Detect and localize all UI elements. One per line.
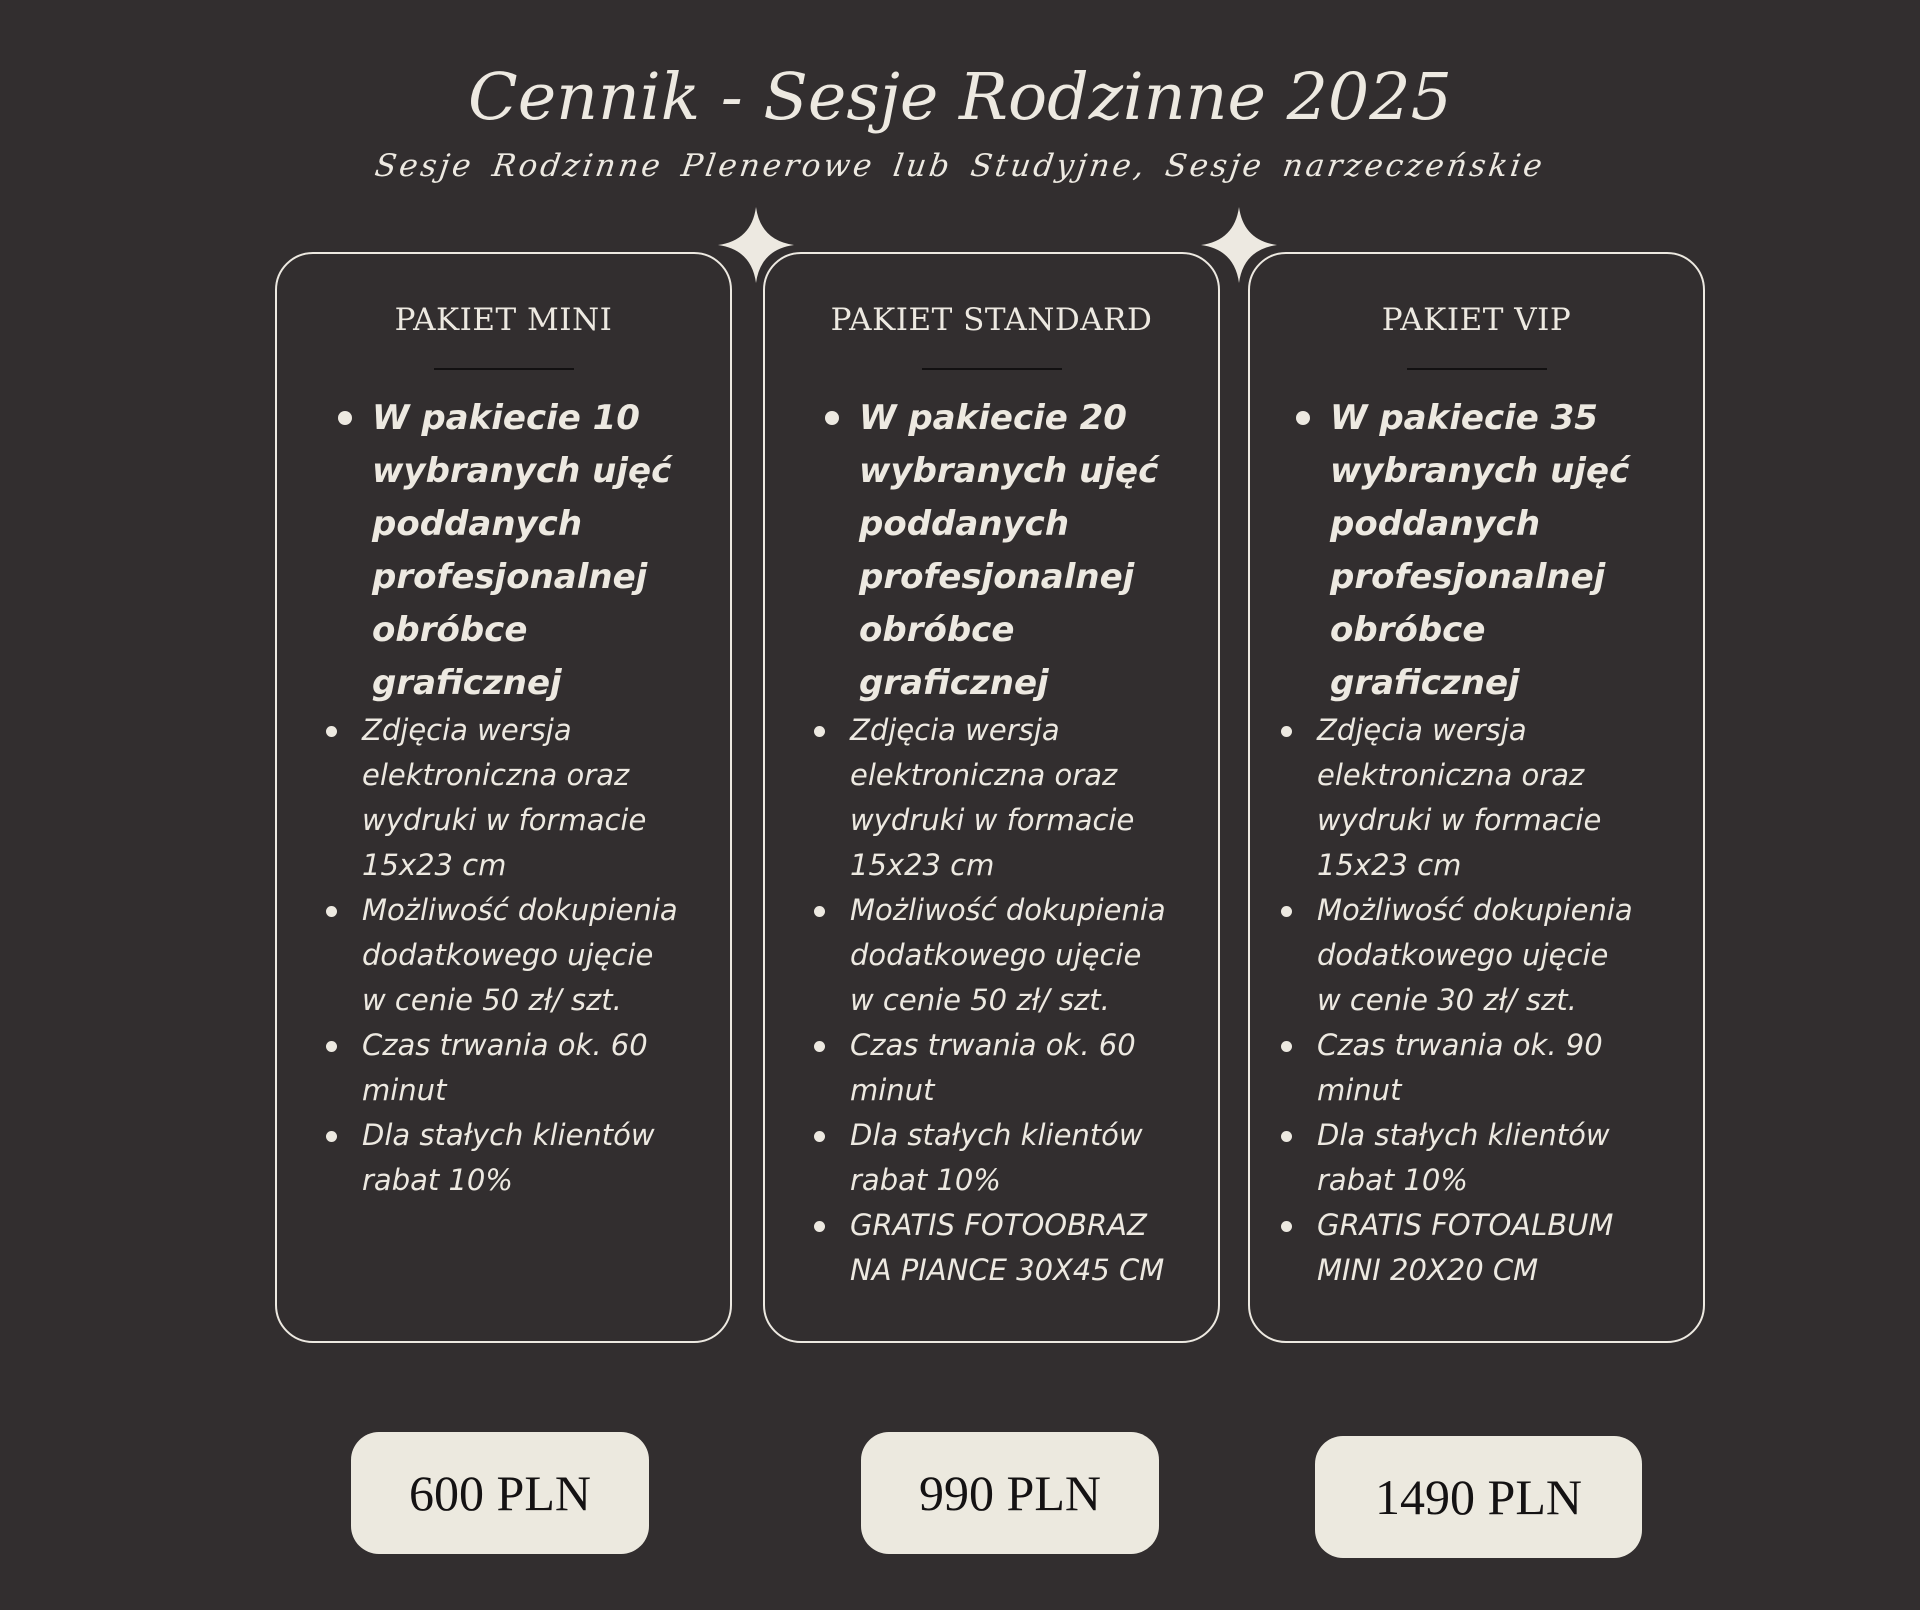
package-highlight-text: W pakiecie 35 wybranych ujęć poddanych profesjonalnej obróbce graficznej bbox=[1330, 398, 1630, 703]
bullet-icon bbox=[1281, 1041, 1292, 1052]
bullet-icon bbox=[814, 1041, 825, 1052]
price-badge-vip bbox=[1315, 1436, 1642, 1558]
feature-text: Możliwość dokupienia dodatkowego ujęcie w cenie 30 zł/ szt. bbox=[1317, 893, 1633, 1017]
price-badge-standard bbox=[861, 1432, 1159, 1554]
bullet-icon bbox=[814, 726, 825, 737]
bullet-icon bbox=[814, 1221, 825, 1232]
price-label: 990 PLN bbox=[919, 1465, 1101, 1521]
title-divider bbox=[434, 368, 574, 370]
bullet-icon bbox=[814, 906, 825, 917]
package-highlight-text: W pakiecie 10 wybranych ujęć poddanych profesjonalnej obróbce graficznej bbox=[372, 398, 672, 703]
feature-text: GRATIS FOTOALBUM MINI 20X20 CM bbox=[1317, 1208, 1614, 1287]
bullet-icon bbox=[1281, 726, 1292, 737]
bullet-icon bbox=[1296, 411, 1310, 425]
feature-item bbox=[1317, 1113, 1697, 1203]
package-highlight bbox=[372, 392, 742, 710]
feature-item bbox=[850, 1203, 1230, 1293]
package-card-standard bbox=[763, 252, 1220, 1343]
feature-text: Czas trwania ok. 60 minut bbox=[362, 1028, 648, 1107]
feature-item bbox=[362, 1113, 742, 1203]
feature-item bbox=[850, 708, 1230, 888]
package-title: PAKIET STANDARD bbox=[830, 302, 1153, 338]
bullet-icon bbox=[814, 1131, 825, 1142]
package-highlight bbox=[1330, 392, 1700, 710]
page-title: Cennik - Sesje Rodzinne 2025 bbox=[467, 60, 1452, 135]
price-label: 1490 PLN bbox=[1375, 1469, 1582, 1525]
bullet-icon bbox=[1281, 1221, 1292, 1232]
package-title: PAKIET VIP bbox=[1381, 302, 1572, 338]
feature-item bbox=[850, 1023, 1230, 1113]
feature-item bbox=[850, 1113, 1230, 1203]
feature-list bbox=[1317, 708, 1697, 1293]
package-highlight-list bbox=[859, 392, 1229, 710]
feature-text: Zdjęcia wersja elektroniczna oraz wydruki w formacie 15x23 cm bbox=[362, 713, 647, 882]
bullet-icon bbox=[326, 1131, 337, 1142]
feature-item bbox=[1317, 888, 1697, 1023]
feature-text: Zdjęcia wersja elektroniczna oraz wydruki w formacie 15x23 cm bbox=[1317, 713, 1602, 882]
feature-item bbox=[1317, 708, 1697, 888]
feature-text: GRATIS FOTOOBRAZ NA PIANCE 30X45 CM bbox=[850, 1208, 1165, 1287]
feature-text: Zdjęcia wersja elektroniczna oraz wydruki w formacie 15x23 cm bbox=[850, 713, 1135, 882]
feature-item bbox=[1317, 1023, 1697, 1113]
title-divider bbox=[922, 368, 1062, 370]
bullet-icon bbox=[338, 411, 352, 425]
feature-text: Możliwość dokupienia dodatkowego ujęcie w cenie 50 zł/ szt. bbox=[362, 893, 678, 1017]
package-title: PAKIET MINI bbox=[394, 302, 613, 338]
price-badge-mini bbox=[351, 1432, 649, 1554]
package-highlight-text: W pakiecie 20 wybranych ujęć poddanych profesjonalnej obróbce graficznej bbox=[859, 398, 1159, 703]
package-highlight-list bbox=[1330, 392, 1700, 710]
feature-item bbox=[850, 888, 1230, 1023]
feature-text: Czas trwania ok. 90 minut bbox=[1317, 1028, 1603, 1107]
feature-text: Dla stałych klientów rabat 10% bbox=[362, 1118, 655, 1197]
bullet-icon bbox=[326, 906, 337, 917]
feature-item bbox=[362, 708, 742, 888]
price-label: 600 PLN bbox=[409, 1465, 591, 1521]
feature-item bbox=[362, 1023, 742, 1113]
feature-text: Dla stałych klientów rabat 10% bbox=[1317, 1118, 1610, 1197]
feature-list bbox=[362, 708, 742, 1203]
bullet-icon bbox=[825, 411, 839, 425]
page-subtitle: Sesje Rodzinne Plenerowe lub Studyjne, Sesje narzeczeńskie bbox=[372, 148, 1548, 184]
feature-item bbox=[362, 888, 742, 1023]
feature-list bbox=[850, 708, 1230, 1293]
package-highlight bbox=[859, 392, 1229, 710]
package-highlight-list bbox=[372, 392, 742, 710]
package-card-vip bbox=[1248, 252, 1705, 1343]
bullet-icon bbox=[326, 1041, 337, 1052]
bullet-icon bbox=[1281, 906, 1292, 917]
feature-text: Czas trwania ok. 60 minut bbox=[850, 1028, 1136, 1107]
feature-item bbox=[1317, 1203, 1697, 1293]
feature-text: Dla stałych klientów rabat 10% bbox=[850, 1118, 1143, 1197]
package-card-mini bbox=[275, 252, 732, 1343]
bullet-icon bbox=[1281, 1131, 1292, 1142]
title-divider bbox=[1407, 368, 1547, 370]
feature-text: Możliwość dokupienia dodatkowego ujęcie w cenie 50 zł/ szt. bbox=[850, 893, 1166, 1017]
bullet-icon bbox=[326, 726, 337, 737]
